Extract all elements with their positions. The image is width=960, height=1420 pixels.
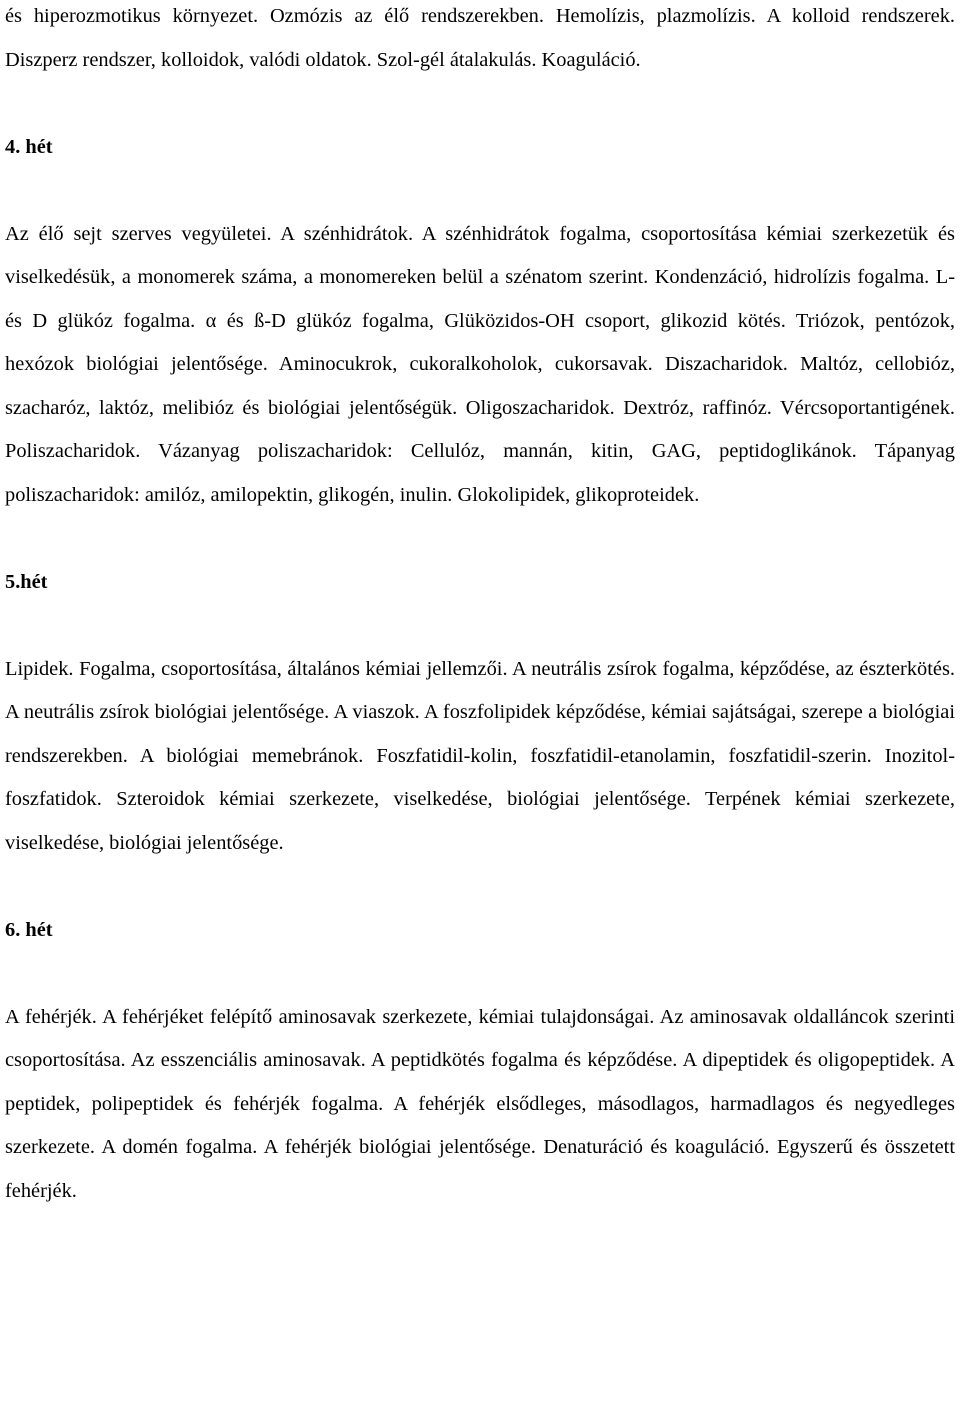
intro-paragraph: és hiperozmotikus környezet. Ozmózis az élő rendszerekben. Hemolízis, plazmolízis. A kolloid rendszerek. Diszperz rendszer, kolloidok, valódi oldatok. Szol-gél átalakulás. Koaguláció. (5, 5, 955, 71)
section-heading-week-5: 5.hét (5, 570, 48, 593)
spacer (5, 82, 955, 126)
document-page (5, 0, 955, 1213)
section-text-week-6: A fehérjék. A fehérjéket felépítő aminosavak szerkezete, kémiai tulajdonságai. Az aminosavak oldalláncok szerinti csoportosítása. Az esszenciális aminosavak. A peptidkötés fogalma és képződése. A dipeptidek és oligopeptidek. A peptidek, polipeptidek és fehérjék fogalma. A fehérjék elsődleges, másodlagos, harmadlagos és negyedleges szerkezete. A domén fogalma. A fehérjék biológiai jelentősége. Denaturáció és koaguláció. Egyszerű és összetett fehérjék. (5, 1005, 955, 1202)
section-heading-week-6: 6. hét (5, 918, 53, 941)
spacer (5, 169, 955, 213)
spacer (5, 604, 955, 648)
spacer (5, 865, 955, 909)
section-text-week-5: Lipidek. Fogalma, csoportosítása, általános kémiai jellemzői. A neutrális zsírok fogalma, képződése, az észterkötés. A neutrális zsírok biológiai jelentősége. A viaszok. A foszfolipidek képződése, kémiai sajátságai, szerepe a biológiai rendszerekben. A biológiai memebránok. Foszfatidil-kolin, foszfatidil-etanolamin, foszfatidil-szerin. Inozitol-foszfatidok. Szteroidok kémiai szerkezete, viselkedése, biológiai jelentősége. Terpének kémiai szerkezete, viselkedése, biológiai jelentősége. (5, 657, 955, 854)
spacer (5, 952, 955, 996)
section-text-week-4: Az élő sejt szerves vegyületei. A szénhidrátok. A szénhidrátok fogalma, csoportosítása kémiai szerkezetük és viselkedésük, a monomerek száma, a monomereken belül a szénatom szerint. Kondenzáció, hidrolízis fogalma. L- és D glükóz fogalma. α és ß-D glükóz fogalma, Glüközidos-OH csoport, glikozid kötés. Triózok, pentózok, hexózok biológiai jelentősége. Aminocukrok, cukoralkoholok, cukorsavak. Diszacharidok. Maltóz, cellobióz, szacharóz, laktóz, melibióz és biológiai jelentőségük. Oligoszacharidok. Dextróz, raffinóz. Vércsoportantigének. Poliszacharidok. Vázanyag poliszacharidok: Cellulóz, mannán, kitin, GAG, peptidoglikánok. Tápanyag poliszacharidok: amilóz, amilopektin, glikogén, inulin. Glokolipidek, glikoproteidek. (5, 222, 955, 506)
spacer (5, 517, 955, 561)
section-heading-week-4: 4. hét (5, 135, 53, 158)
